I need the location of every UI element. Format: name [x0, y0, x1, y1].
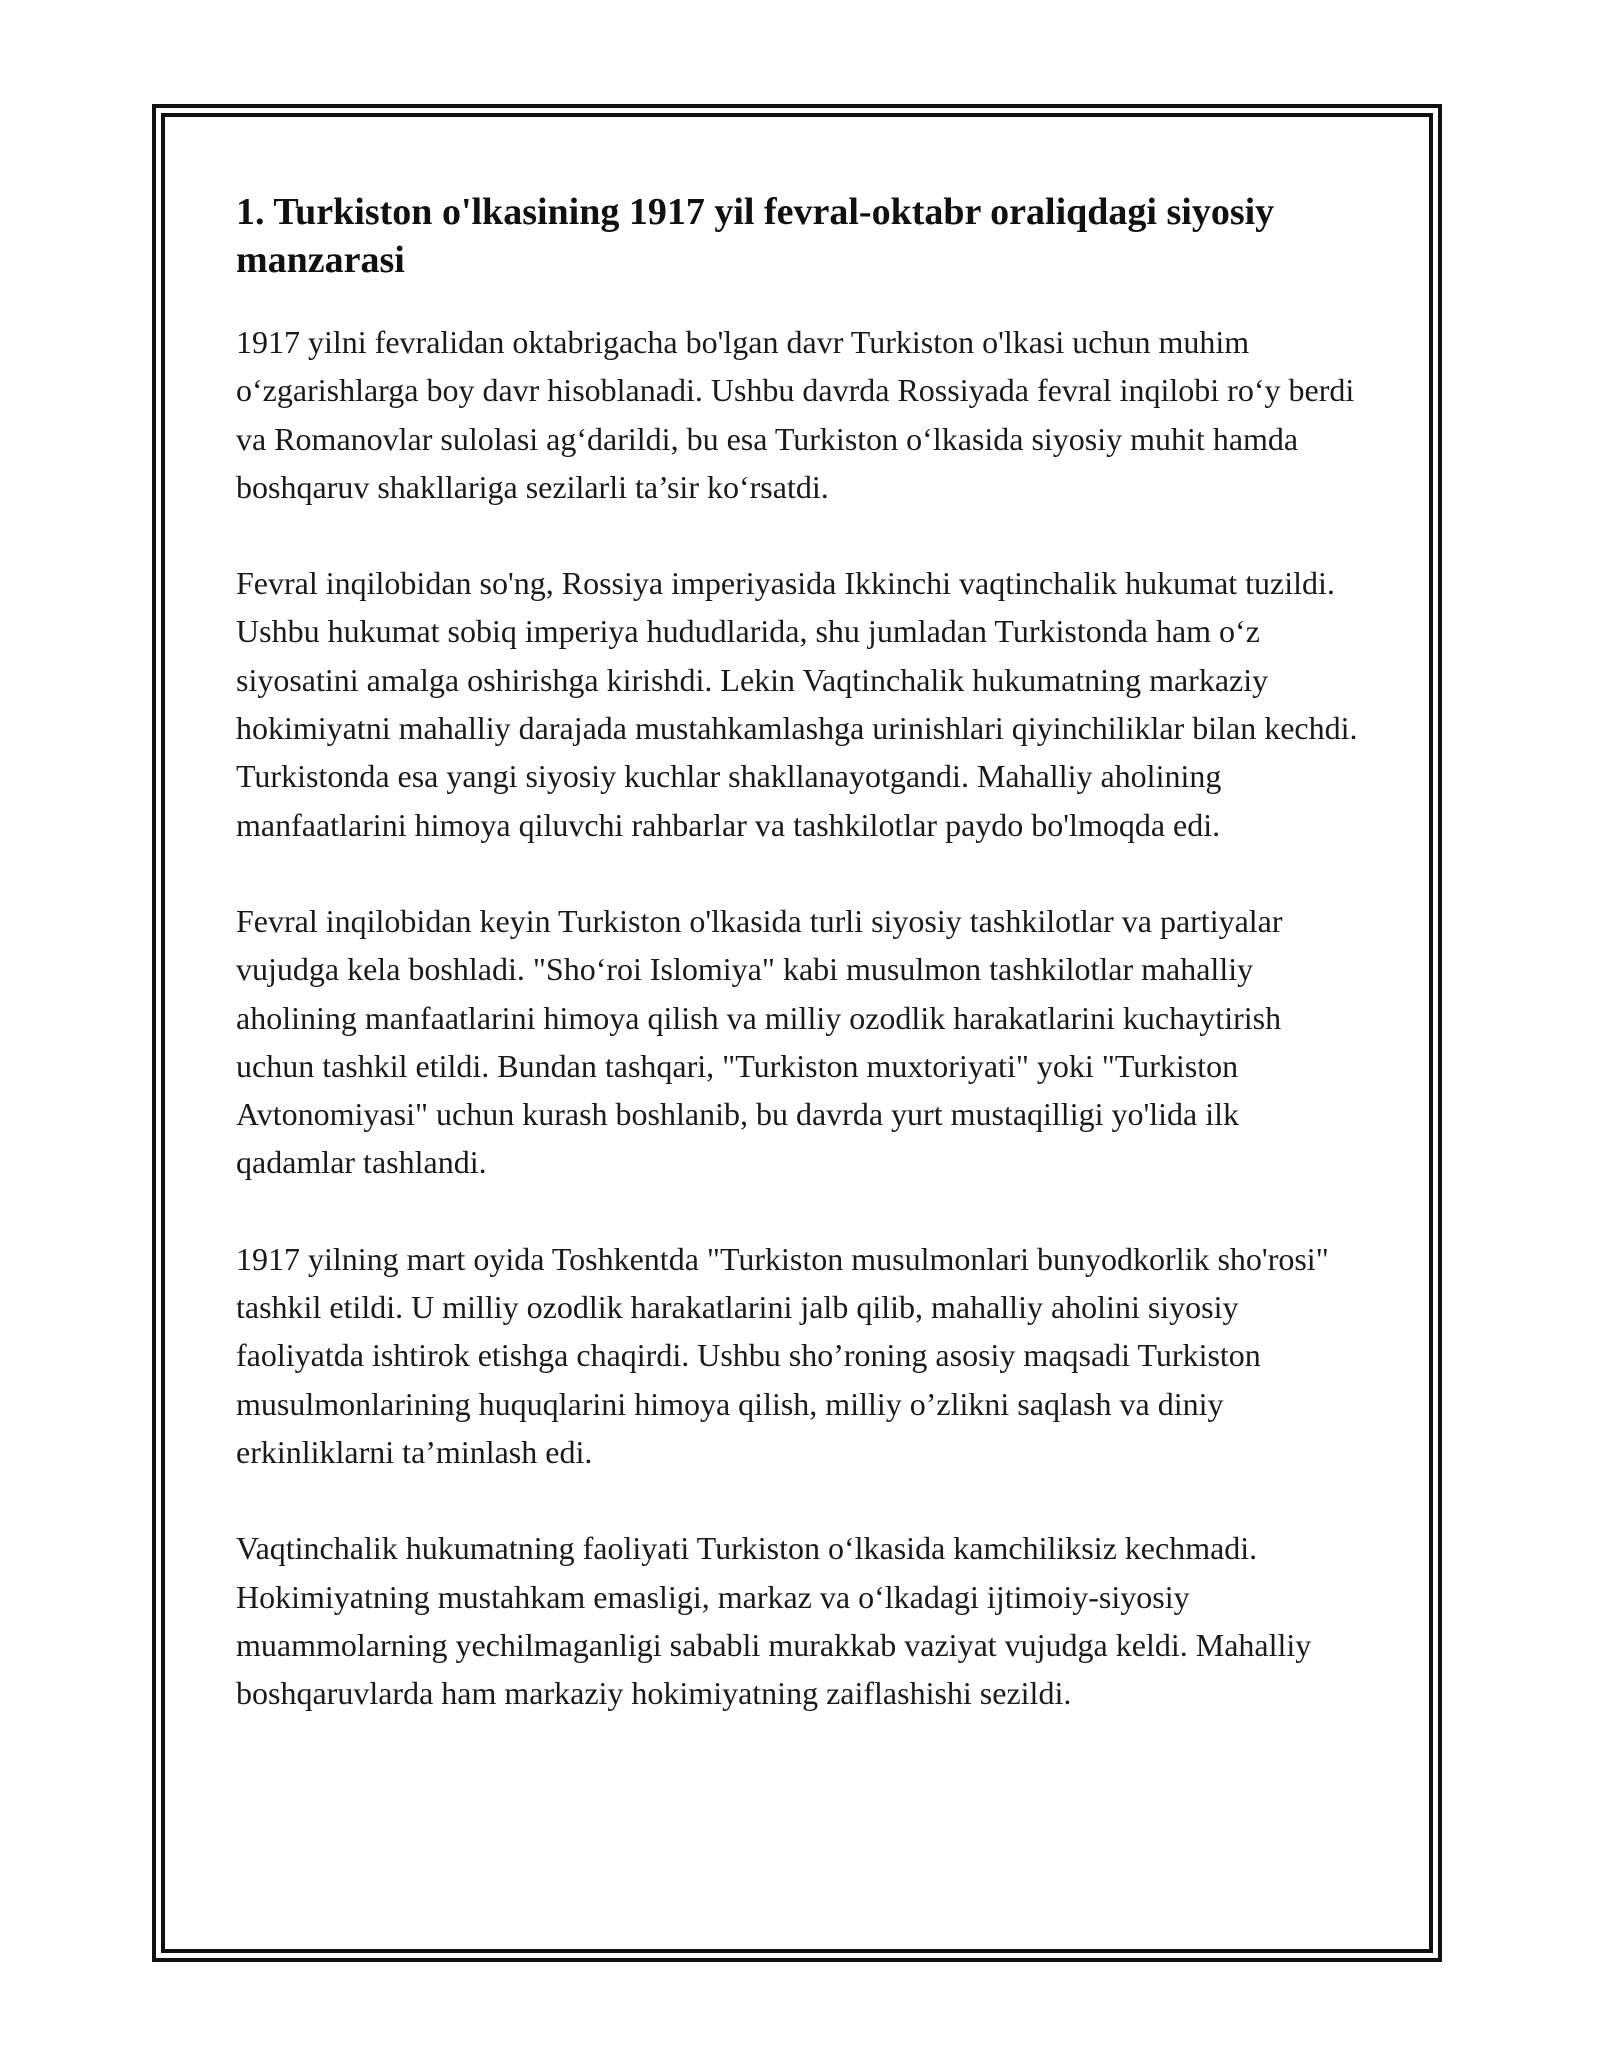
paragraph-1: 1917 yilni fevralidan oktabrigacha bo'lgan davr Turkiston o'lkasi uchun muhim o‘zgarishlarga boy davr hisoblanadi. Ushbu davrda Rossiyada fevral inqilobi ro‘y berdi va Romanovlar sulolasi ag‘darildi, bu esa Turkiston o‘lkasida siyosiy muhit hamda boshqaruv shakllariga sezilarli ta’sir ko‘rsatdi.	[236, 324, 1355, 505]
paragraph-5: Vaqtinchalik hukumatning faoliyati Turkiston o‘lkasida kamchiliksiz kechmadi. Hokimiyatning mustahkam emasligi, markaz va o‘lkadagi ijtimoiy-siyosiy muammolarning yechilmaganligi sababli murakkab vaziyat vujudga keldi. Mahalliy boshqaruvlarda ham markaziy hokimiyatning zaiflashishi sezildi.	[236, 1530, 1312, 1712]
paragraph-3: Fevral inqilobidan keyin Turkiston o'lkasida turli siyosiy tashkilotlar va partiyalar vujudga kela boshladi. "Sho‘roi Islomiya" kabi musulmon tashkilotlar mahalliy aholining manfaatlarini himoya qilish va milliy ozodlik harakatlarini kuchaytirish uchun tashkil etildi. Bundan tashqari, "Turkiston muxtoriyati" yoki "Turkiston Avtonomiyasi" uchun kurash boshlanib, bu davrda yurt mustaqilligi yo'lida ilk qadamlar tashlandi.	[236, 902, 1283, 1181]
document-title: 1. Turkiston o'lkasining 1917 yil fevral-oktabr oraliqdagi siyosiy manzarasi	[236, 191, 1275, 281]
paragraph-4: 1917 yilning mart oyida Toshkentda "Turkiston musulmonlari bunyodkorlik sho'rosi" tashkil etildi. U milliy ozodlik harakatlarini jalb qilib, mahalliy aholini siyosiy faoliyatda ishtirok etishga chaqirdi. Ushbu sho’roning asosiy maqsadi Turkiston musulmonlarining huquqlarini himoya qilish, milliy o’zlikni saqlash va diniy erkinliklarni ta’minlash edi.	[236, 1240, 1329, 1470]
paragraph-2: Fevral inqilobidan so'ng, Rossiya imperiyasida Ikkinchi vaqtinchalik hukumat tuzildi. Ushbu hukumat sobiq imperiya hududlarida, shu jumladan Turkistonda ham o‘z siyosatini amalga oshirishga kirishdi. Lekin Vaqtinchalik hukumatning markaziy hokimiyatni mahalliy darajada mustahkamlashga urinishlari qiyinchiliklar bilan kechdi. Turkistonda esa yangi siyosiy kuchlar shakllanayotgandi. Mahalliy aholining manfaatlarini himoya qiluvchi rahbarlar va tashkilotlar paydo bo'lmoqda edi.	[236, 565, 1358, 843]
document-body	[236, 188, 1366, 1717]
